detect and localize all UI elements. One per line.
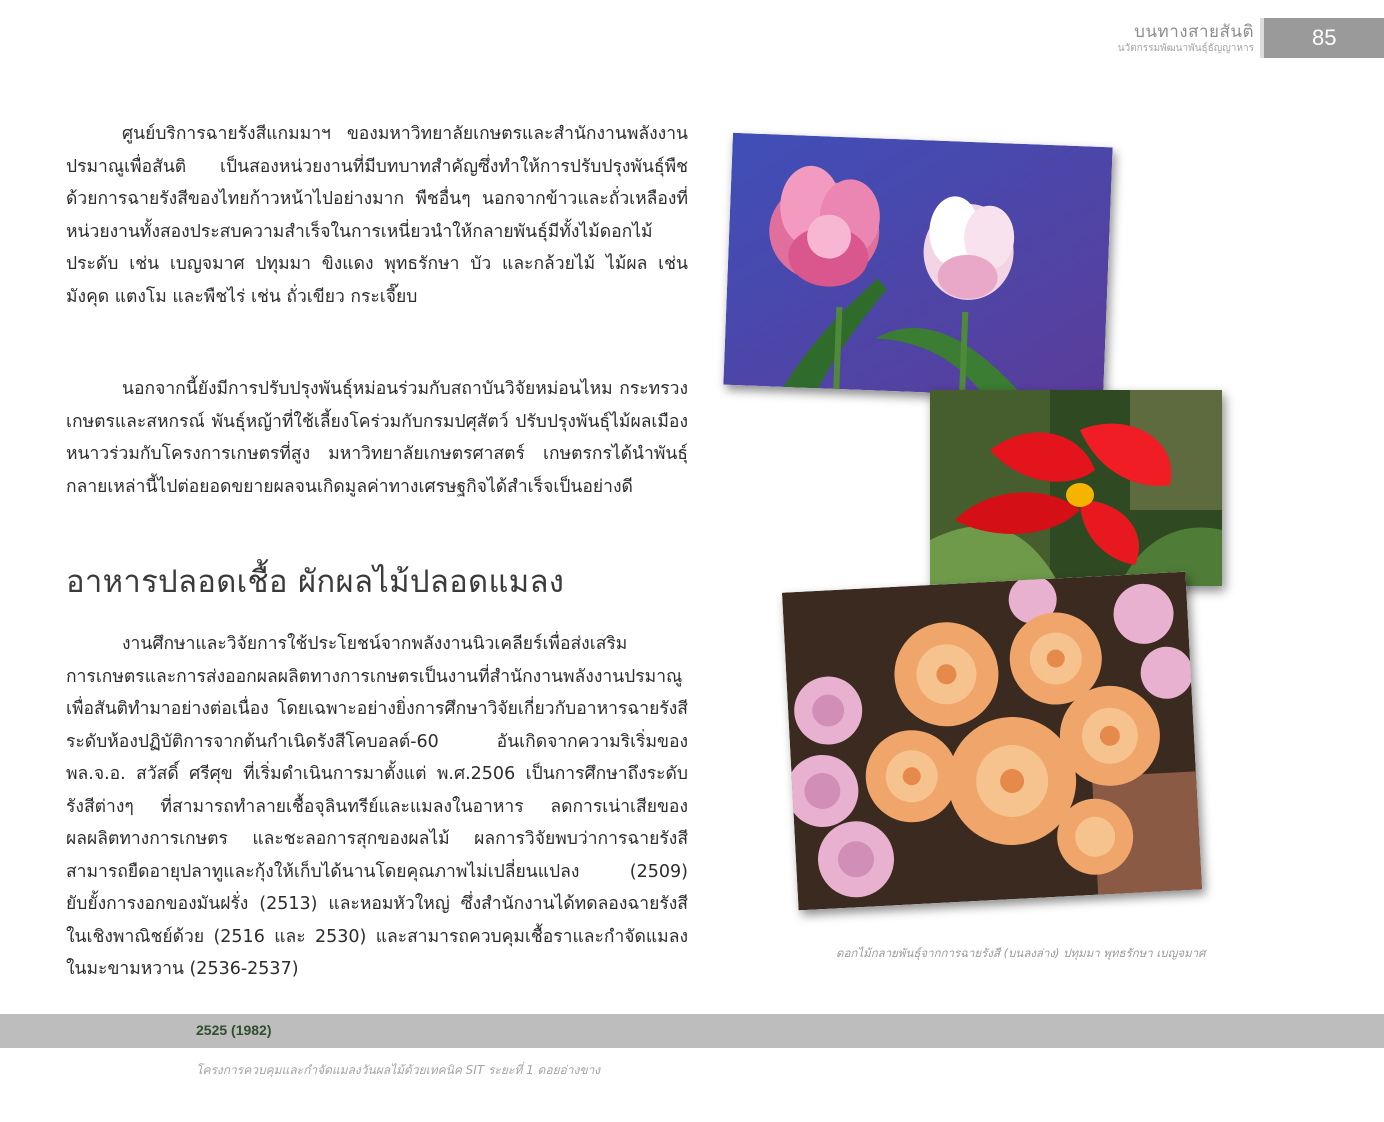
chrysanthemum-illustration — [782, 572, 1202, 911]
photo-red-canna-flower — [930, 390, 1222, 586]
page-header — [0, 18, 1384, 58]
paragraph-3: งานศึกษาและวิจัยการใช้ประโยชน์จากพลังงานนิวเคลียร์เพื่อส่งเสริมการเกษตรและการส่งออกผลผลิตทางการเกษตรเป็นงานที่สำนักงานพลังงานปรมาณูเพื่อสันติทำมาอย่างต่อเนื่อง โดยเฉพาะอย่างยิ่งการศึกษาวิจัยเกี่ยวกับอาหารฉายรังสีระดับห้องปฏิบัติการจากต้นกำเนิดรังสีโคบอลต์-60 อันเกิดจากความริเริ่มของ พล.จ.อ. สวัสดิ์ ศรีศุข ที่เริ่มดำเนินการมาตั้งแต่ พ.ศ.2506 เป็นการศึกษาถึงระดับรังสีต่างๆ ที่สามารถทำลายเชื้อจุลินทรีย์และแมลงในอาหาร ลดการเน่าเสียของผลผลิตทางการเกษตร และชะลอการสุกของผลไม้ ผลการวิจัยพบว่าการฉายรังสีสามารถยืดอายุปลาทูและกุ้งให้เก็บได้นานโดยคุณภาพไม่เปลี่ยนแปลง (2509) ยับยั้งการงอกของมันฝรั่ง (2513) และหอมหัวใหญ่ ซึ่งสำนักงานได้ทดลองฉายรังสีในเชิงพาณิชย์ด้วย (2516 และ 2530) และสามารถควบคุมเชื้อราและกำจัดแมลงในมะขามหวาน (2536-2537) — [66, 634, 688, 979]
photo-curcuma-flowers — [723, 133, 1112, 399]
canna-illustration — [930, 390, 1222, 586]
photo-chrysanthemum-flowers — [782, 572, 1202, 911]
header-subtitle: นวัตกรรมพัฒนาพันธุ์ธัญญาหาร — [1117, 43, 1254, 54]
header-title: บนทางสายสันติ — [1134, 22, 1254, 42]
paragraph-2: นอกจากนี้ยังมีการปรับปรุงพันธุ์หม่อนร่วมกับสถาบันวิจัยหม่อนไหม กระทรวงเกษตรและสหกรณ์ พันธุ์หญ้าที่ใช้เลี้ยงโคร่วมกับกรมปศุสัตว์ ปรับปรุงพันธุ์ไม้ผลเมืองหนาวร่วมกับโครงการเกษตรที่สูง มหาวิทยาลัยเกษตรศาสตร์ เกษตรกรได้นำพันธุ์กลายเหล่านี้ไปต่อยอดขยายผลจนเกิดมูลค่าทางเศรษฐกิจได้สำเร็จเป็นอย่างดี — [66, 379, 688, 497]
photo-caption: ดอกไม้กลายพันธุ์จากการฉายรังสี (บนลงล่าง) ปทุมมา พุทธรักษา เบญจมาศ — [836, 946, 1206, 960]
paragraph-1: ศูนย์บริการฉายรังสีแกมมาฯ ของมหาวิทยาลัยเกษตรและสำนักงานพลังงานปรมาณูเพื่อสันติ เป็นสองหน่วยงานที่มีบทบาทสำคัญซึ่งทำให้การปรับปรุงพันธุ์พืชด้วยการฉายรังสีของไทยก้าวหน้าไปอย่างมาก พืชอื่นๆ นอกจากข้าวและถั่วเหลืองที่หน่วยงานทั้งสองประสบความสำเร็จในการเหนี่ยวนำให้กลายพันธุ์มีทั้งไม้ดอกไม้ประดับ เช่น เบญจมาศ ปทุมมา ขิงแดง พุทธรักษา บัว และกล้วยไม้ ไม้ผล เช่น มังคุด แตงโม และพืชไร่ เช่น ถั่วเขียว กระเจี๊ยบ — [66, 124, 688, 307]
timeline-year: 2525 (1982) — [196, 1022, 272, 1038]
header-text — [1118, 22, 1254, 56]
page-number: 85 — [1264, 18, 1384, 58]
timeline-note: โครงการควบคุมและกำจัดแมลงวันผลไม้ด้วยเทคนิค SIT ระยะที่ 1 ดอยอ่างขาง — [196, 1063, 601, 1077]
paragraph-1-block — [66, 118, 688, 313]
section-heading: อาหารปลอดเชื้อ ผักผลไม้ปลอดแมลง — [66, 564, 565, 600]
curcuma-illustration — [723, 133, 1112, 399]
paragraph-2-block — [66, 373, 688, 503]
paragraph-3-block — [66, 628, 688, 986]
